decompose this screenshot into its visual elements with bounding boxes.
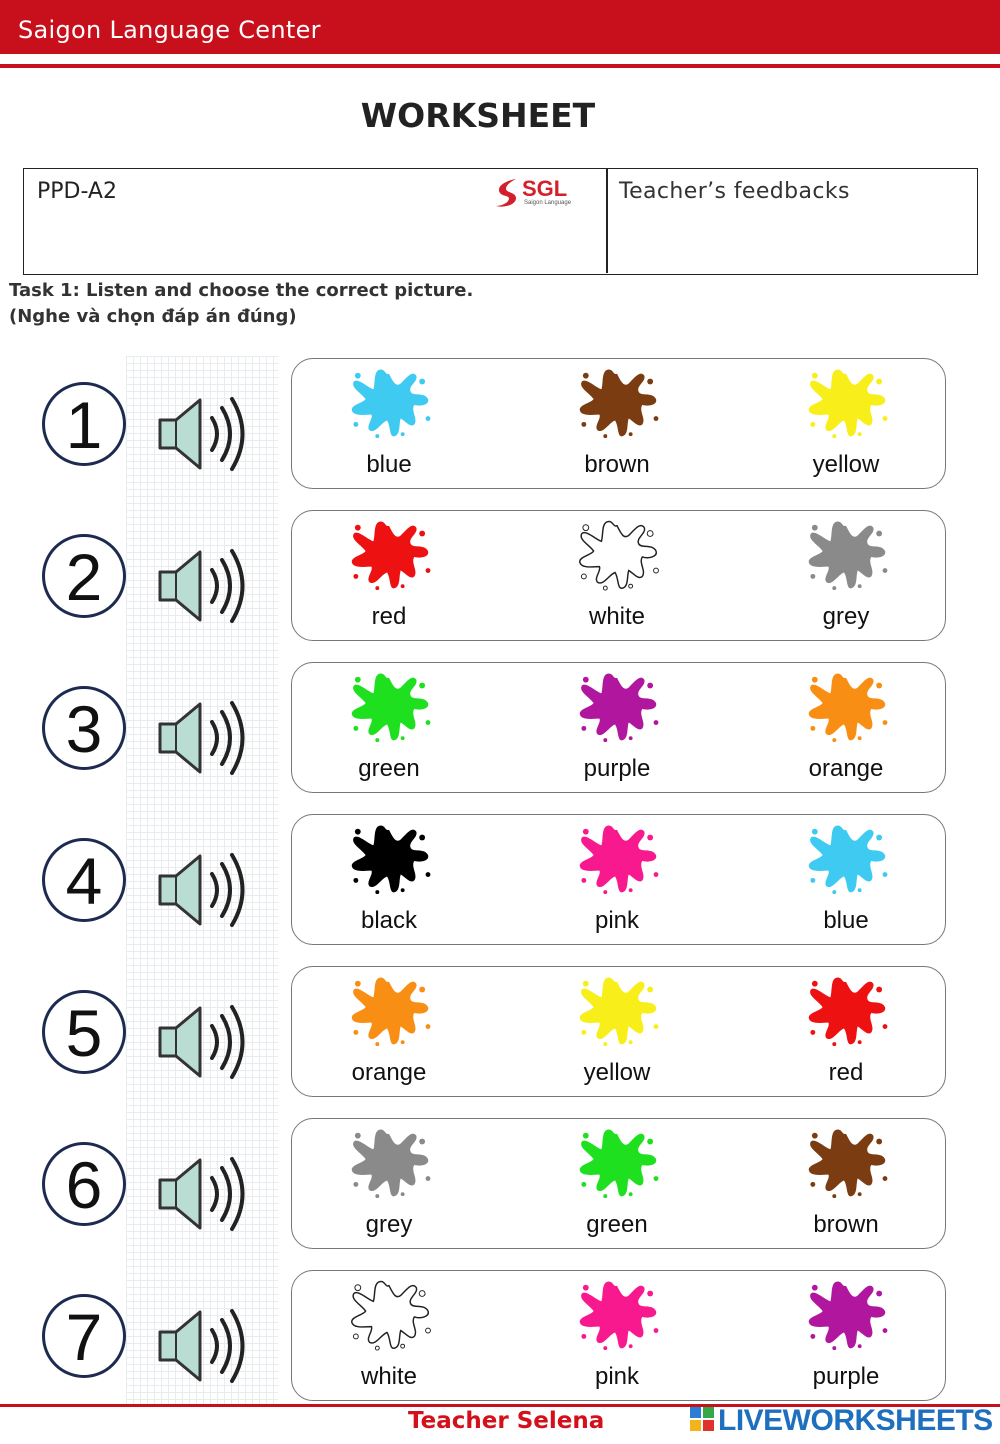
paint-splash-icon: [341, 362, 437, 440]
task-line-2: (Nghe và chọn đáp án đúng): [9, 306, 297, 327]
answer-options: [291, 358, 946, 489]
answer-options: [291, 510, 946, 641]
liveworksheets-logo[interactable]: [690, 1403, 993, 1441]
feedback-label: Teacher’s feedbacks: [619, 179, 850, 204]
answer-options: [291, 1270, 946, 1401]
question-row: [0, 510, 1000, 642]
paint-splash-icon: [341, 818, 437, 896]
speaker-icon[interactable]: [156, 852, 250, 928]
paint-splash-icon: [569, 514, 665, 592]
answer-options: [291, 966, 946, 1097]
color-label: yellow: [583, 1059, 651, 1086]
paint-splash-icon: [341, 970, 437, 1048]
color-label: blue: [366, 451, 412, 478]
paint-splash-icon: [569, 666, 665, 744]
color-label: black: [360, 907, 418, 934]
answer-options: [291, 1118, 946, 1249]
color-label: red: [828, 1059, 864, 1086]
answer-options: [291, 814, 946, 945]
color-label: green: [586, 1211, 648, 1238]
teacher-name: Teacher Selena: [408, 1408, 605, 1434]
answer-option[interactable]: [542, 663, 692, 794]
paint-splash-icon: [798, 666, 894, 744]
sgl-swoosh-icon: [494, 175, 522, 209]
answer-option[interactable]: [771, 1119, 921, 1250]
speaker-icon[interactable]: [156, 1156, 250, 1232]
answer-option[interactable]: [542, 1119, 692, 1250]
speaker-icon[interactable]: [156, 396, 250, 472]
answer-option[interactable]: [314, 1271, 464, 1402]
center-name: Saigon Language Center: [18, 16, 321, 44]
paint-splash-icon: [798, 514, 894, 592]
paint-splash-icon: [798, 818, 894, 896]
answer-option[interactable]: [314, 663, 464, 794]
color-label: brown: [584, 451, 650, 478]
info-divider: [606, 169, 608, 273]
task-line-1: Task 1: Listen and choose the correct picture.: [9, 280, 474, 301]
color-label: blue: [823, 907, 869, 934]
answer-option[interactable]: [542, 1271, 692, 1402]
answer-option[interactable]: [314, 1119, 464, 1250]
header-bar: [0, 0, 1000, 54]
question-row: [0, 814, 1000, 946]
speaker-icon[interactable]: [156, 548, 250, 624]
speaker-icon[interactable]: [156, 1004, 250, 1080]
task-instructions: [9, 278, 473, 330]
paint-splash-icon: [798, 1122, 894, 1200]
speaker-icon[interactable]: [156, 1308, 250, 1384]
answer-option[interactable]: [314, 967, 464, 1098]
question-row: [0, 662, 1000, 794]
color-label: white: [360, 1363, 418, 1390]
answer-option[interactable]: [771, 359, 921, 490]
sgl-logo: [494, 175, 594, 209]
answer-option[interactable]: [542, 511, 692, 642]
answer-option[interactable]: [771, 967, 921, 1098]
header-divider: [0, 64, 1000, 68]
answer-option[interactable]: [771, 663, 921, 794]
paint-splash-icon: [569, 818, 665, 896]
answer-option[interactable]: [771, 1271, 921, 1402]
color-label: yellow: [812, 451, 880, 478]
liveworksheets-text: LIVEWORKSHEETS: [718, 1404, 993, 1437]
answer-option[interactable]: [542, 815, 692, 946]
paint-splash-icon: [569, 362, 665, 440]
question-row: [0, 966, 1000, 1098]
question-row: [0, 358, 1000, 490]
answer-option[interactable]: [314, 815, 464, 946]
color-label: red: [371, 603, 407, 630]
paint-splash-icon: [798, 362, 894, 440]
page-title: WORKSHEET: [360, 96, 596, 135]
paint-splash-icon: [341, 514, 437, 592]
color-label: pink: [594, 1363, 640, 1390]
question-row: [0, 1118, 1000, 1250]
color-label: green: [358, 755, 420, 782]
question-number: 1: [42, 382, 126, 466]
liveworksheets-grid-icon: [690, 1407, 714, 1431]
color-label: purple: [812, 1363, 880, 1390]
question-number: 5: [42, 990, 126, 1074]
color-label: purple: [583, 755, 651, 782]
question-number: 3: [42, 686, 126, 770]
paint-splash-icon: [341, 1122, 437, 1200]
paint-splash-icon: [569, 1122, 665, 1200]
paint-splash-icon: [341, 666, 437, 744]
paint-splash-icon: [569, 970, 665, 1048]
answer-options: [291, 662, 946, 793]
question-number: 2: [42, 534, 126, 618]
paint-splash-icon: [569, 1274, 665, 1352]
question-number: 6: [42, 1142, 126, 1226]
paint-splash-icon: [341, 1274, 437, 1352]
logo-subtext: Saigon Language: [524, 200, 572, 206]
color-label: pink: [594, 907, 640, 934]
speaker-icon[interactable]: [156, 700, 250, 776]
question-number: 7: [42, 1294, 126, 1378]
color-label: grey: [365, 1211, 413, 1238]
logo-text: SGL: [522, 176, 568, 201]
answer-option[interactable]: [771, 511, 921, 642]
color-label: grey: [822, 603, 870, 630]
answer-option[interactable]: [314, 511, 464, 642]
info-box: [23, 168, 978, 275]
color-label: brown: [813, 1211, 879, 1238]
answer-option[interactable]: [771, 815, 921, 946]
question-row: [0, 1270, 1000, 1402]
color-label: orange: [808, 755, 884, 782]
paint-splash-icon: [798, 1274, 894, 1352]
class-code: PPD-A2: [37, 179, 117, 204]
answer-option[interactable]: [542, 967, 692, 1098]
color-label: orange: [351, 1059, 427, 1086]
color-label: white: [588, 603, 646, 630]
paint-splash-icon: [798, 970, 894, 1048]
answer-option[interactable]: [542, 359, 692, 490]
answer-option[interactable]: [314, 359, 464, 490]
question-number: 4: [42, 838, 126, 922]
